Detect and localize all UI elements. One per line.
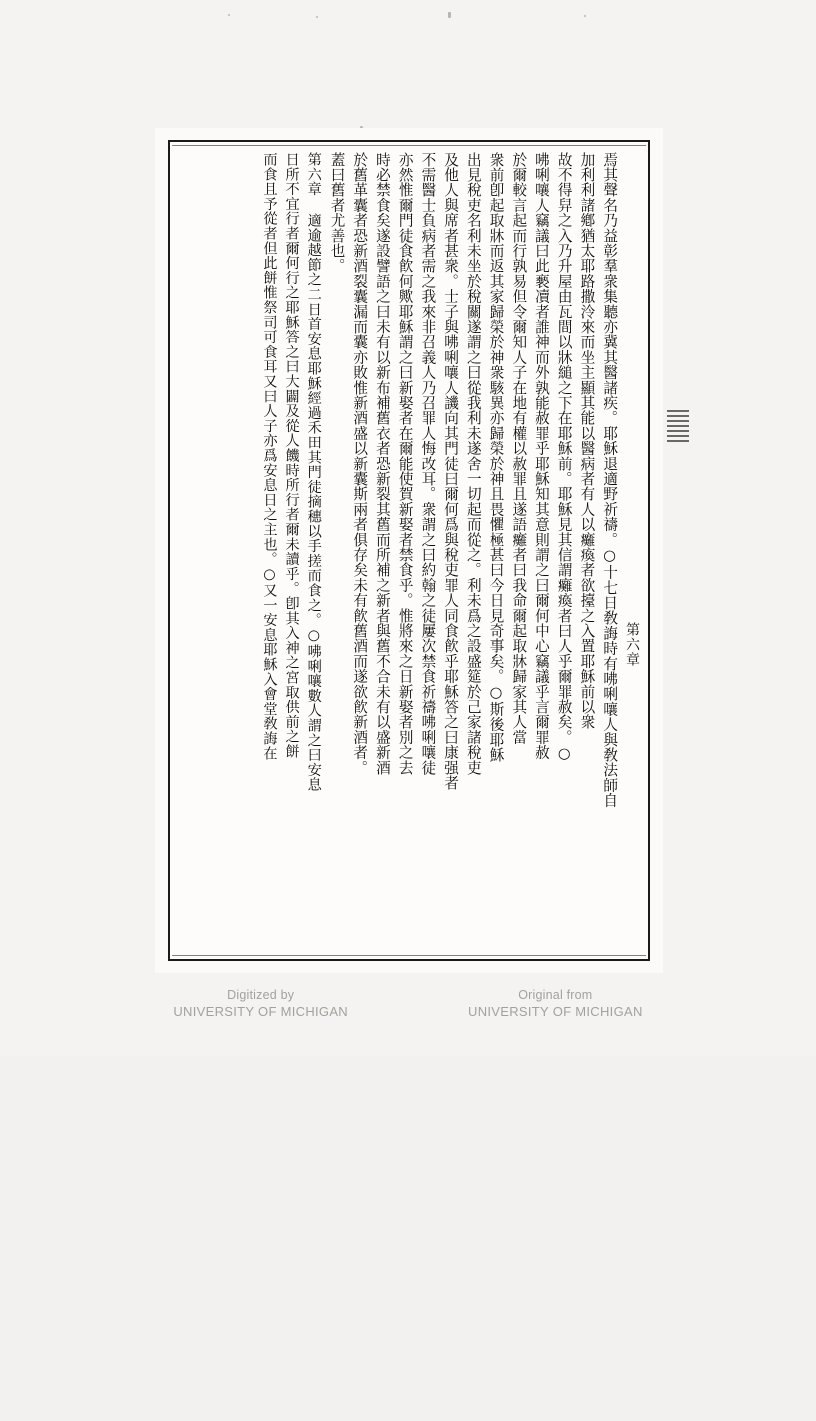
text-column-2: 加利利諸鄕猶太耶路撒泠來而坐主顯其能以醫病者有人以癱瘓者欲擡之入置耶穌前以衆 [578, 152, 596, 730]
text-frame [168, 140, 650, 961]
scan-speck [584, 15, 586, 17]
scan-speck [316, 16, 318, 18]
text-column-5: 於爾較言起而行孰易但令爾知人子在地有權以赦罪且遂語癱者曰我命爾起取牀歸家其人當 [510, 152, 528, 745]
scan-speck [448, 12, 451, 18]
text-column-16: 而食且予從者但此餅惟祭司可食耳又曰人子亦爲安息日之主也。○又一安息耶穌入會堂敎誨在 [261, 152, 278, 761]
scan-artifact [667, 410, 689, 444]
text-column-12: 於舊革囊者恐新酒裂囊漏而囊亦敗惟新酒盛以新囊斯兩者俱存矣未有飮舊酒而遂欲飮新酒者。 [351, 152, 369, 776]
chapter-header: 第六章 [624, 622, 640, 667]
digitized-by-institution: UNIVERSITY OF MICHIGAN [173, 1004, 348, 1019]
text-column-6: 衆前卽起取牀而返其家歸榮於神衆駭異亦歸榮於神且畏懼極甚曰今日見奇事矣。○斯後耶穌 [487, 152, 505, 763]
original-from-credit [468, 988, 643, 1019]
text-column-8: 及他人與席者甚衆。士子與咈唎嚷人譏向其門徒曰爾何爲與稅吏罪人同食飮乎耶穌答之曰康强者 [442, 152, 460, 791]
text-column-11: 時必禁食矣遂設譬語之曰未有以新布補舊衣者恐新裂其舊而所補之新者與舊不合未有以盛新酒 [373, 152, 391, 776]
footer-credits [0, 988, 816, 1019]
text-column-1: 焉其聲名乃益彰羣衆集聽亦冀其醫諸疾。耶穌退適野祈禱。○十七日敎誨時有咈唎嚷人與敎法師自 [601, 152, 619, 808]
text-column-13: 蓋曰舊者尤善也。 [328, 152, 346, 274]
text-column-7: 出見稅吏名利未坐於稅關遂謂之曰從我利未遂舍一切起而從之。利未爲之設盛筵於己家諸稅吏 [464, 152, 482, 776]
text-column-4: 咈唎嚷人竊議曰此褻凟者誰神而外孰能赦罪乎耶穌知其意則謂之曰爾何中心竊議乎言爾罪赦 [532, 152, 550, 760]
digitized-by-credit [173, 988, 348, 1019]
text-column-9: 不需醫士負病者需之我來非召義人乃召罪人悔改耳。衆謂之曰約翰之徒屢次禁食祈禱咈唎嚷徒 [419, 152, 437, 776]
vertical-text-columns [176, 152, 642, 951]
text-column-10: 亦然惟爾門徒食飮何歟耶穌謂之曰新娶者在爾能使賀新娶者禁食乎。惟將來之日新娶者別之去 [396, 152, 414, 776]
text-column-3: 故不得舁之入乃升屋由瓦間以牀縋之下在耶穌前。耶穌見其信謂癱瘓者曰人乎爾罪赦矣。○ [555, 152, 573, 763]
text-column-14: 第六章 適逾越節之二日首安息耶穌經過禾田其門徒摘穗以手搓而食之。○咈唎嚷數人謂之曰安息 [305, 152, 322, 792]
original-from-institution: UNIVERSITY OF MICHIGAN [468, 1004, 643, 1019]
original-from-label: Original from [518, 988, 593, 1002]
text-column-15: 日所不宜行者爾何行之耶穌答之曰大闢及從人饑時所行者爾未讀乎。卽其入神之宮取供前之餅 [283, 152, 300, 759]
scan-speck [228, 14, 230, 16]
digitized-by-label: Digitized by [227, 988, 295, 1002]
